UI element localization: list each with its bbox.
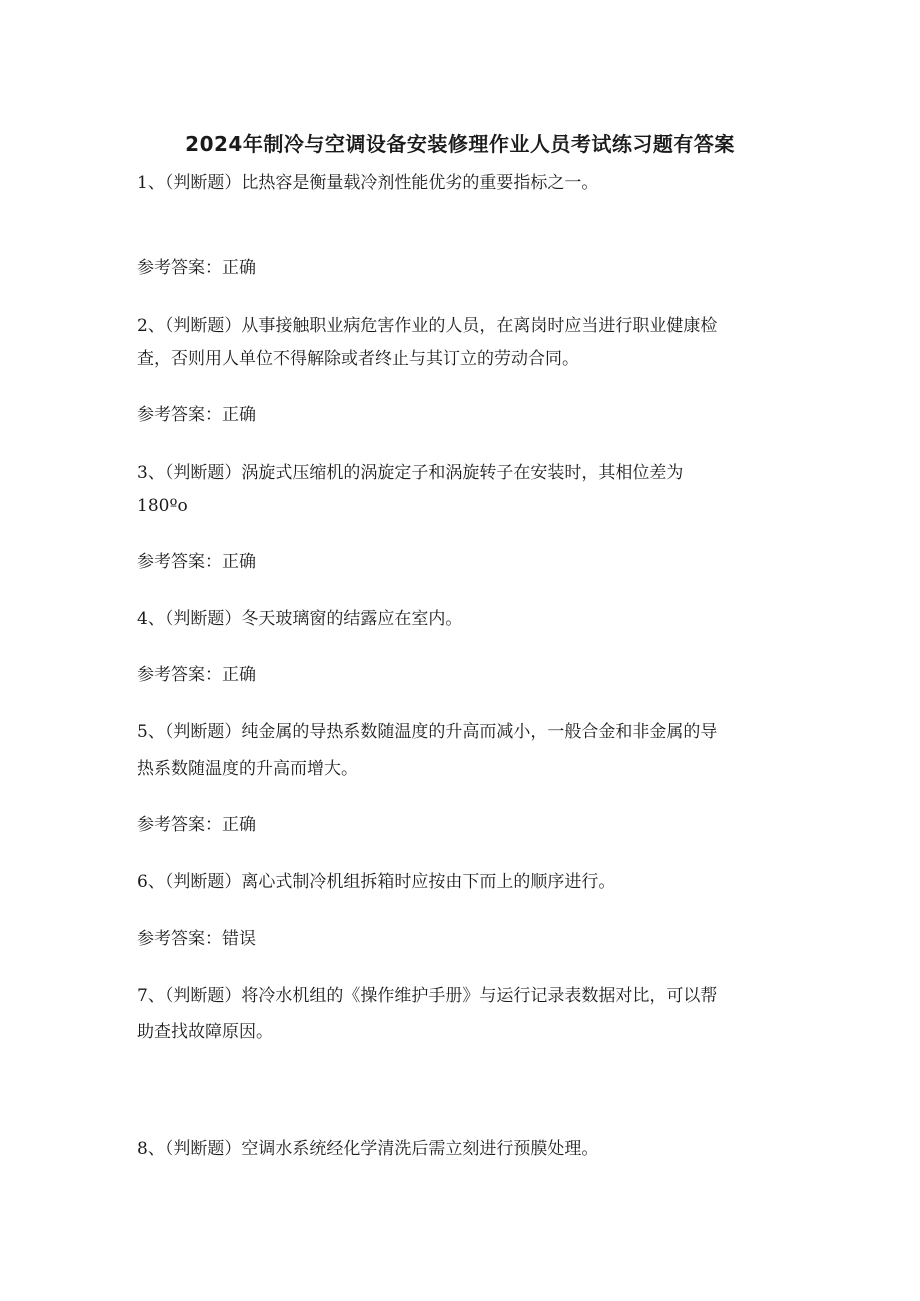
question-6-answer: 参考答案：错误 <box>137 929 256 949</box>
question-1-answer: 参考答案：正确 <box>137 258 256 278</box>
question-7-text-line-1: 7、（判断题）将冷水机组的《操作维护手册》与运行记录表数据对比，可以帮 <box>137 986 718 1006</box>
question-5-answer: 参考答案：正确 <box>137 815 256 835</box>
question-3-answer: 参考答案：正确 <box>137 552 256 572</box>
question-2-text-line-1: 2、（判断题）从事接触职业病危害作业的人员，在离岗时应当进行职业健康检 <box>137 316 718 336</box>
question-6-text: 6、（判断题）离心式制冷机组拆箱时应按由下而上的顺序进行。 <box>137 872 616 892</box>
question-1-text: 1、（判断题）比热容是衡量载冷剂性能优劣的重要指标之一。 <box>137 173 599 193</box>
question-7-text-line-2: 助查找故障原因。 <box>137 1022 273 1042</box>
page-title: 2024年制冷与空调设备安装修理作业人员考试练习题有答案 <box>185 132 735 156</box>
question-2-answer: 参考答案：正确 <box>137 405 256 425</box>
question-5-text-line-2: 热系数随温度的升高而增大。 <box>137 759 358 779</box>
question-3-text-line-1: 3、（判断题）涡旋式压缩机的涡旋定子和涡旋转子在安装时，其相位差为 <box>137 463 684 483</box>
question-5-text-line-1: 5、（判断题）纯金属的导热系数随温度的升高而减小，一般合金和非金属的导 <box>137 722 718 742</box>
question-2-text-line-2: 查，否则用人单位不得解除或者终止与其订立的劳动合同。 <box>137 349 579 369</box>
question-4-answer: 参考答案：正确 <box>137 665 256 685</box>
question-8-text: 8、（判断题）空调水系统经化学清洗后需立刻进行预膜处理。 <box>137 1139 599 1159</box>
question-3-text-line-2: 180ºo <box>137 496 188 516</box>
question-4-text: 4、（判断题）冬天玻璃窗的结露应在室内。 <box>137 609 463 629</box>
